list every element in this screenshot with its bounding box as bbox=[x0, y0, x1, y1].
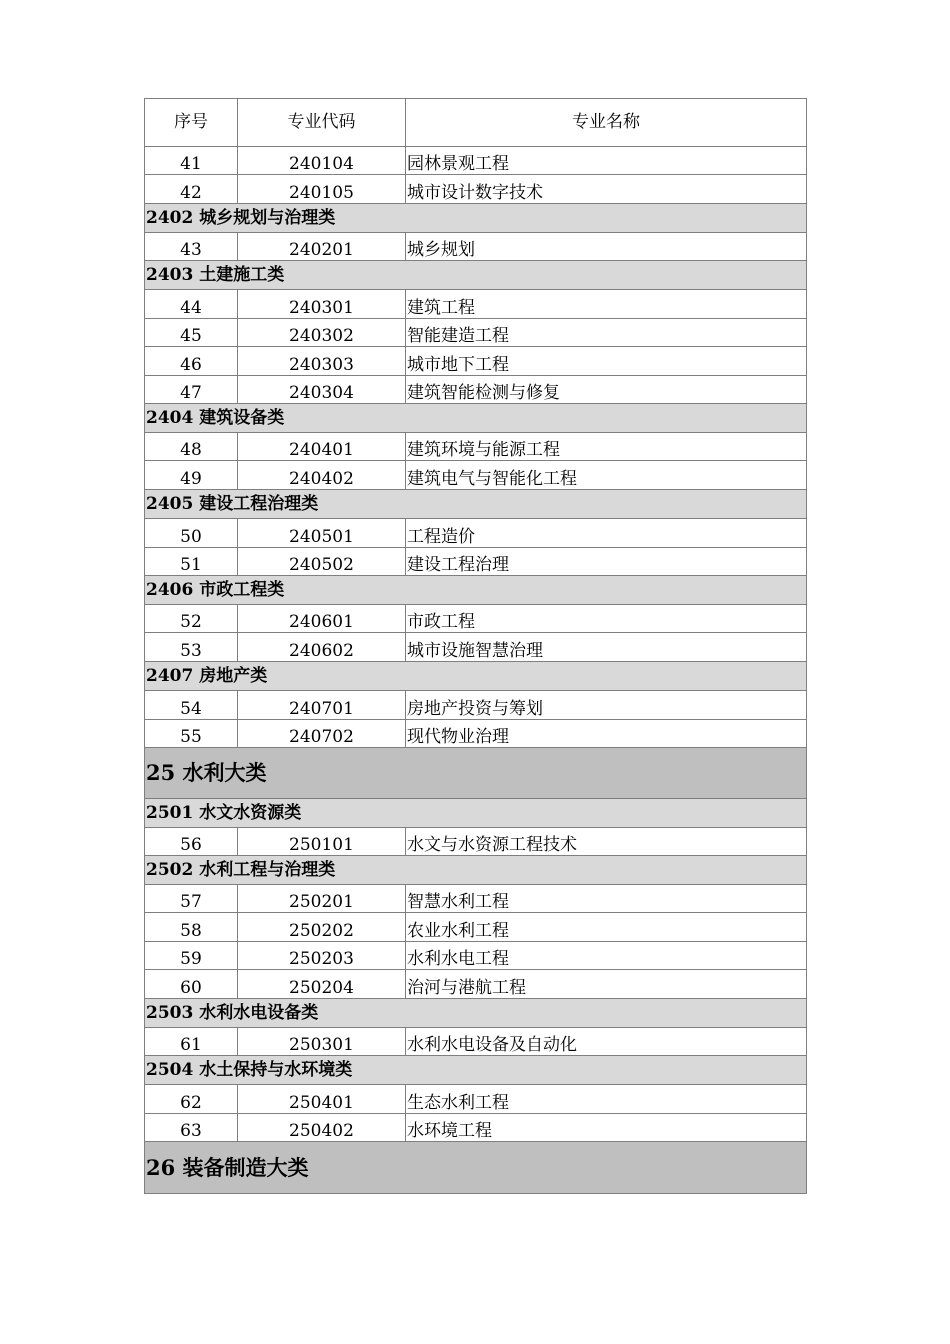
row-code: 240702 bbox=[238, 720, 406, 748]
major-category-row bbox=[145, 1142, 807, 1194]
subcategory-heading bbox=[145, 1056, 807, 1085]
row-name: 水环境工程 bbox=[406, 1114, 807, 1142]
row-index: 61 bbox=[145, 1028, 238, 1056]
subcategory-row bbox=[145, 999, 807, 1028]
row-name: 市政工程 bbox=[406, 605, 807, 633]
row-code: 240104 bbox=[238, 147, 406, 175]
row-index: 53 bbox=[145, 633, 238, 662]
category-title: 水利大类 bbox=[182, 761, 267, 785]
row-code: 240501 bbox=[238, 519, 406, 548]
row-code: 240602 bbox=[238, 633, 406, 662]
row-name: 治河与港航工程 bbox=[406, 970, 807, 999]
subcategory-row bbox=[145, 662, 807, 691]
category-title: 土建施工类 bbox=[199, 264, 285, 285]
row-name: 房地产投资与筹划 bbox=[406, 691, 807, 720]
subcategory-row bbox=[145, 490, 807, 519]
row-code: 240105 bbox=[238, 175, 406, 204]
subcategory-heading bbox=[145, 404, 807, 433]
table-row bbox=[145, 633, 807, 662]
row-index: 52 bbox=[145, 605, 238, 633]
major-category-row bbox=[145, 748, 807, 799]
row-name: 智慧水利工程 bbox=[406, 885, 807, 913]
row-code: 250203 bbox=[238, 942, 406, 970]
subcategory-row bbox=[145, 576, 807, 605]
category-title: 建设工程治理类 bbox=[199, 493, 319, 514]
row-code: 250202 bbox=[238, 913, 406, 942]
category-code: 2503 bbox=[146, 1002, 194, 1023]
row-code: 240701 bbox=[238, 691, 406, 720]
subcategory-heading bbox=[145, 999, 807, 1028]
category-code: 26 bbox=[146, 1154, 176, 1180]
row-index: 43 bbox=[145, 233, 238, 261]
row-index: 54 bbox=[145, 691, 238, 720]
category-title: 水利工程与治理类 bbox=[199, 859, 336, 880]
row-index: 57 bbox=[145, 885, 238, 913]
table-row bbox=[145, 519, 807, 548]
category-code: 25 bbox=[146, 760, 176, 785]
category-code: 2504 bbox=[146, 1059, 194, 1080]
row-index: 51 bbox=[145, 548, 238, 576]
row-code: 240201 bbox=[238, 233, 406, 261]
row-name: 水文与水资源工程技术 bbox=[406, 828, 807, 856]
table-row bbox=[145, 691, 807, 720]
table-row bbox=[145, 885, 807, 913]
table-row bbox=[145, 376, 807, 404]
subcategory-heading bbox=[145, 204, 807, 233]
row-index: 45 bbox=[145, 319, 238, 347]
table-row bbox=[145, 147, 807, 175]
subcategory-heading bbox=[145, 856, 807, 885]
header-name: 专业名称 bbox=[406, 99, 807, 147]
row-code: 240502 bbox=[238, 548, 406, 576]
row-index: 47 bbox=[145, 376, 238, 404]
table-row bbox=[145, 970, 807, 999]
row-name: 园林景观工程 bbox=[406, 147, 807, 175]
category-code: 2501 bbox=[146, 802, 194, 823]
row-index: 59 bbox=[145, 942, 238, 970]
row-name: 建筑工程 bbox=[406, 290, 807, 319]
subcategory-row bbox=[145, 404, 807, 433]
subcategory-row bbox=[145, 856, 807, 885]
row-name: 城市设施智慧治理 bbox=[406, 633, 807, 662]
row-index: 60 bbox=[145, 970, 238, 999]
subcategory-row bbox=[145, 799, 807, 828]
table-body bbox=[145, 147, 807, 1194]
row-name: 智能建造工程 bbox=[406, 319, 807, 347]
table-row bbox=[145, 461, 807, 490]
subcategory-heading bbox=[145, 490, 807, 519]
category-code: 2406 bbox=[146, 579, 194, 600]
category-title: 房地产类 bbox=[199, 665, 268, 686]
header-index: 序号 bbox=[145, 99, 238, 147]
table-row bbox=[145, 1114, 807, 1142]
table-row bbox=[145, 942, 807, 970]
category-code: 2407 bbox=[146, 665, 194, 686]
row-name: 水利水电设备及自动化 bbox=[406, 1028, 807, 1056]
category-title: 城乡规划与治理类 bbox=[199, 207, 336, 228]
row-code: 250101 bbox=[238, 828, 406, 856]
table-row bbox=[145, 433, 807, 461]
row-code: 250204 bbox=[238, 970, 406, 999]
table-row bbox=[145, 1028, 807, 1056]
row-index: 41 bbox=[145, 147, 238, 175]
row-code: 250301 bbox=[238, 1028, 406, 1056]
row-code: 240301 bbox=[238, 290, 406, 319]
row-name: 农业水利工程 bbox=[406, 913, 807, 942]
row-index: 63 bbox=[145, 1114, 238, 1142]
table-header-row bbox=[145, 99, 807, 147]
category-title: 建筑设备类 bbox=[199, 407, 285, 428]
row-name: 水利水电工程 bbox=[406, 942, 807, 970]
row-name: 建筑环境与能源工程 bbox=[406, 433, 807, 461]
row-name: 建筑电气与智能化工程 bbox=[406, 461, 807, 490]
row-name: 工程造价 bbox=[406, 519, 807, 548]
row-index: 42 bbox=[145, 175, 238, 204]
row-code: 250402 bbox=[238, 1114, 406, 1142]
specialty-table bbox=[144, 98, 807, 1194]
subcategory-row bbox=[145, 261, 807, 290]
subcategory-row bbox=[145, 204, 807, 233]
table-row bbox=[145, 347, 807, 376]
major-category-heading bbox=[145, 1142, 807, 1194]
category-title: 水文水资源类 bbox=[199, 802, 302, 823]
table-row bbox=[145, 1085, 807, 1114]
row-code: 240401 bbox=[238, 433, 406, 461]
category-code: 2502 bbox=[146, 859, 194, 880]
row-name: 建筑智能检测与修复 bbox=[406, 376, 807, 404]
row-index: 46 bbox=[145, 347, 238, 376]
row-index: 55 bbox=[145, 720, 238, 748]
row-index: 49 bbox=[145, 461, 238, 490]
category-code: 2404 bbox=[146, 407, 194, 428]
row-code: 250201 bbox=[238, 885, 406, 913]
row-index: 50 bbox=[145, 519, 238, 548]
subcategory-heading bbox=[145, 799, 807, 828]
row-name: 建设工程治理 bbox=[406, 548, 807, 576]
row-index: 44 bbox=[145, 290, 238, 319]
table-row bbox=[145, 290, 807, 319]
subcategory-heading bbox=[145, 261, 807, 290]
row-code: 240304 bbox=[238, 376, 406, 404]
category-code: 2405 bbox=[146, 493, 194, 514]
row-code: 240402 bbox=[238, 461, 406, 490]
row-code: 240601 bbox=[238, 605, 406, 633]
row-index: 58 bbox=[145, 913, 238, 942]
row-index: 56 bbox=[145, 828, 238, 856]
category-code: 2403 bbox=[146, 264, 194, 285]
category-title: 水土保持与水环境类 bbox=[199, 1059, 353, 1080]
row-name: 现代物业治理 bbox=[406, 720, 807, 748]
table-row bbox=[145, 720, 807, 748]
table-row bbox=[145, 175, 807, 204]
row-name: 生态水利工程 bbox=[406, 1085, 807, 1114]
category-title: 水利水电设备类 bbox=[199, 1002, 319, 1023]
row-index: 48 bbox=[145, 433, 238, 461]
subcategory-row bbox=[145, 1056, 807, 1085]
row-code: 240303 bbox=[238, 347, 406, 376]
row-name: 城乡规划 bbox=[406, 233, 807, 261]
subcategory-heading bbox=[145, 576, 807, 605]
category-title: 市政工程类 bbox=[199, 579, 285, 600]
major-category-heading bbox=[145, 748, 807, 799]
subcategory-heading bbox=[145, 662, 807, 691]
table-row bbox=[145, 913, 807, 942]
row-name: 城市地下工程 bbox=[406, 347, 807, 376]
category-title: 装备制造大类 bbox=[182, 1155, 309, 1180]
table-row bbox=[145, 233, 807, 261]
row-name: 城市设计数字技术 bbox=[406, 175, 807, 204]
row-index: 62 bbox=[145, 1085, 238, 1114]
category-code: 2402 bbox=[146, 207, 194, 228]
header-code: 专业代码 bbox=[238, 99, 406, 147]
table-row bbox=[145, 548, 807, 576]
row-code: 250401 bbox=[238, 1085, 406, 1114]
table-row bbox=[145, 828, 807, 856]
table-row bbox=[145, 605, 807, 633]
row-code: 240302 bbox=[238, 319, 406, 347]
table-row bbox=[145, 319, 807, 347]
